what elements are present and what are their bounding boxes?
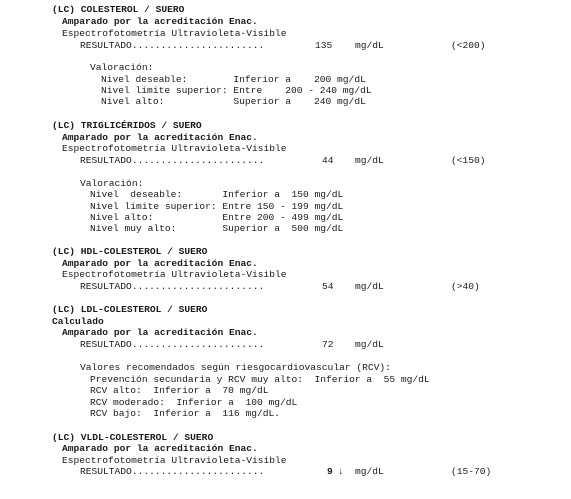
trigliceridos-title: (LC) TRIGLICÉRIDOS / SUERO [52, 120, 202, 131]
colesterol-title: (LC) COLESTEROL / SUERO [52, 4, 185, 15]
trigliceridos-level: Nivel deseable: Inferior a 150 mg/dL [90, 189, 344, 200]
hdl-accreditation: Amparado por la acreditación Enac. [62, 258, 258, 269]
colesterol-valoracion-label: Valoración: [90, 62, 154, 73]
trigliceridos-level: Nivel alto: Entre 200 - 499 mg/dL [90, 212, 344, 223]
vldl-title: (LC) VLDL-COLESTEROL / SUERO [52, 432, 214, 443]
vldl-result-label: RESULTADO....................... [80, 466, 265, 477]
vldl-method: Espectrofotometría Ultravioleta-Visible [62, 455, 287, 466]
colesterol-level: Nivel deseable: Inferior a 200 mg/dL [101, 74, 366, 85]
colesterol-accreditation: Amparado por la acreditación Enac. [62, 16, 258, 27]
ldl-level: Prevención secundaria y RCV muy alto: Inferior a 55 mg/dL [90, 374, 430, 385]
colesterol-result-label: RESULTADO....................... [80, 40, 265, 51]
trigliceridos-method: Espectrofotometría Ultravioleta-Visible [62, 143, 287, 154]
vldl-value: 9 [327, 466, 333, 477]
ldl-value: 72 [322, 339, 334, 350]
trigliceridos-level: Nivel muy alto: Superior a 500 mg/dL [90, 223, 344, 234]
hdl-title: (LC) HDL-COLESTEROL / SUERO [52, 246, 208, 257]
trigliceridos-value: 44 [322, 155, 334, 166]
colesterol-level: Nivel límite superior: Entre 200 - 240 mg/dL [101, 85, 372, 96]
ldl-recommend: Valores recomendados según riesgocardiovascular (RCV): [80, 362, 391, 373]
trigliceridos-accreditation: Amparado por la acreditación Enac. [62, 132, 258, 143]
trigliceridos-valoracion-label: Valoración: [80, 178, 144, 189]
low-flag-arrow-icon: ↓ [338, 466, 344, 477]
colesterol-range: (<200) [451, 40, 486, 51]
ldl-result-label: RESULTADO....................... [80, 339, 265, 350]
vldl-range: (15-70) [451, 466, 492, 477]
ldl-title: (LC) LDL-COLESTEROL / SUERO [52, 304, 208, 315]
colesterol-value: 135 [315, 40, 333, 51]
hdl-value: 54 [322, 281, 334, 292]
ldl-calc: Calculado [52, 316, 104, 327]
colesterol-unit: mg/dL [355, 40, 384, 51]
hdl-result-label: RESULTADO....................... [80, 281, 265, 292]
ldl-unit: mg/dL [355, 339, 384, 350]
ldl-level: RCV moderado: Inferior a 100 mg/dL [90, 397, 298, 408]
ldl-level: RCV bajo: Inferior a 116 mg/dL. [90, 408, 280, 419]
trigliceridos-result-label: RESULTADO....................... [80, 155, 265, 166]
trigliceridos-level: Nivel límite superior: Entre 150 - 199 mg/dL [90, 201, 344, 212]
colesterol-level: Nivel alto: Superior a 240 mg/dL [101, 96, 366, 107]
ldl-accreditation: Amparado por la acreditación Enac. [62, 327, 258, 338]
hdl-range: (>40) [451, 281, 480, 292]
vldl-unit: mg/dL [355, 466, 384, 477]
vldl-accreditation: Amparado por la acreditación Enac. [62, 443, 258, 454]
hdl-method: Espectrofotometría Ultravioleta-Visible [62, 269, 287, 280]
trigliceridos-unit: mg/dL [355, 155, 384, 166]
colesterol-method: Espectrofotometría Ultravioleta-Visible [62, 28, 287, 39]
ldl-level: RCV alto: Inferior a 70 mg/dL [90, 385, 269, 396]
trigliceridos-range: (<150) [451, 155, 486, 166]
hdl-unit: mg/dL [355, 281, 384, 292]
